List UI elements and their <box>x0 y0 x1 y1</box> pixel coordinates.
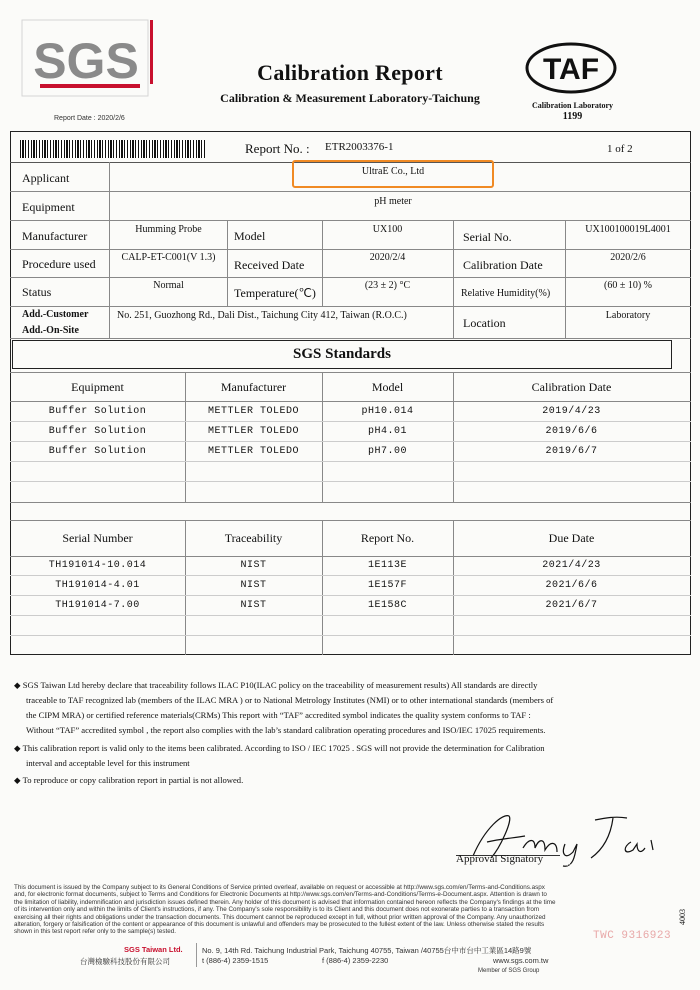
standards-title: SGS Standards <box>12 340 672 369</box>
cell-equipment: Buffer Solution <box>48 446 147 457</box>
fine-print-line: and, for electronic format documents, subject to Terms and Conditions for Electronic Documents at http://www.sgs.com/en/Terms-and-Conditions/Terms-e-Document.aspx. Attention is drawn to <box>14 891 547 899</box>
manufacturer-value: Humming Probe <box>135 224 202 235</box>
temperature-value: (23 ± 2) °C <box>364 280 411 291</box>
sgs-logo <box>20 18 160 98</box>
humidity-value: (60 ± 10) % <box>604 280 652 291</box>
calibration-date-label: Calibration Date <box>463 258 543 272</box>
footer-address: No. 9, 14th Rd. Taichung Industrial Park, Taichung 40755, Taiwan /40755台中市台中工業區14路9號 <box>202 946 532 955</box>
header-due-date: Due Date <box>548 531 595 545</box>
footer-company-cn: 台灣檢驗科技股份有限公司 <box>80 957 170 966</box>
model-value: UX100 <box>372 224 403 235</box>
status-value: Normal <box>153 280 184 291</box>
cell-report-no: 1E158C <box>367 600 407 611</box>
cell-model: pH4.01 <box>367 426 407 437</box>
received-date-label: Received Date <box>234 258 305 272</box>
equipment-label: Equipment <box>22 200 75 214</box>
header-model: Model <box>371 380 404 394</box>
fine-print-line: the limitation of liability, indemnification and jurisdiction issues defined therein. Any holder of this document is advised that information contained hereon reflects the Company's findings at the time <box>14 898 556 906</box>
note-line: traceable to TAF recognized lab (members of the ILAC MRA ) or to National Metrology Institutes (NMI) or to other international standards (members of <box>26 695 554 705</box>
page-number: 1 of 2 <box>607 143 633 155</box>
footer-tel: t (886-4) 2359-1515 <box>202 956 269 965</box>
cell-serial-number: TH191014-10.014 <box>48 560 147 571</box>
cell-report-no: 1E113E <box>367 560 407 571</box>
add-onsite-label: Add.-On-Site <box>22 325 79 336</box>
procedure-label: Procedure used <box>22 257 96 271</box>
cell-calibration-date: 2019/4/23 <box>542 406 601 417</box>
terms-fine-print <box>14 884 666 936</box>
fine-print-line: exercising all their rights and obligations under the transaction documents. This document cannot be reproduced except in full, without prior written approval of the Company. Any unauthorized <box>14 913 546 921</box>
applicant-value: UltraE Co., Ltd <box>361 166 425 177</box>
fine-print-line: alteration, forgery or falsification of the content or appearance of this document is unlawful and offenders may be prosecuted to the fullest extent of the law. Unless otherwise stated the results <box>14 921 545 929</box>
page-subtitle: Calibration & Measurement Laboratory-Taichung <box>220 91 480 105</box>
report-date: Report Date : 2020/2/6 <box>54 115 125 122</box>
page-title: Calibration Report <box>257 60 443 85</box>
cell-due-date: 2021/6/7 <box>545 600 598 611</box>
footer-company: SGS Taiwan Ltd. <box>124 945 183 954</box>
taf-logo-text: TAF <box>542 53 600 86</box>
fine-print-line: of its intervention only and within the limits of Client's instructions, if any. The Company's sole responsibility is to its Client and this document does not exonerate parties to a transaction from <box>14 906 540 914</box>
header-serial-number: Serial Number <box>62 531 133 545</box>
cell-due-date: 2021/6/6 <box>545 580 598 591</box>
cell-model: pH10.014 <box>361 406 414 417</box>
cell-calibration-date: 2019/6/6 <box>545 426 598 437</box>
cell-serial-number: TH191014-4.01 <box>55 580 140 591</box>
validity-note <box>14 741 676 771</box>
model-label: Model <box>234 229 266 243</box>
status-label: Status <box>22 285 52 299</box>
cell-calibration-date: 2019/6/7 <box>545 446 598 457</box>
approval-signatory-label: Approval Signatory <box>456 853 544 865</box>
serial-label: Serial No. <box>463 230 512 244</box>
report-no-value: ETR2003376-1 <box>325 141 394 153</box>
received-date-value: 2020/2/4 <box>369 252 406 263</box>
taf-logo <box>521 40 621 100</box>
serial-value: UX100100019L4001 <box>585 224 671 235</box>
cell-equipment: Buffer Solution <box>48 406 147 417</box>
note-line: ◆ SGS Taiwan Ltd hereby declare that traceability follows ILAC P10(ILAC policy on the traceability of measurement results) All standards are directly <box>14 680 538 690</box>
cell-traceability: NIST <box>240 600 267 611</box>
cell-model: pH7.00 <box>367 446 407 457</box>
cell-manufacturer: METTLER TOLEDO <box>207 446 299 457</box>
footer-website[interactable]: www.sgs.com.tw <box>493 956 549 965</box>
signature-text: Amy Tsai <box>567 862 591 868</box>
equipment-value: pH meter <box>374 196 412 207</box>
cell-equipment: Buffer Solution <box>48 426 147 437</box>
header-report-no: Report No. <box>360 531 415 545</box>
header-traceability: Traceability <box>224 531 283 545</box>
applicant-label: Applicant <box>22 171 70 185</box>
cell-serial-number: TH191014-7.00 <box>55 600 140 611</box>
cell-report-no: 1E157F <box>367 580 407 591</box>
cell-manufacturer: METTLER TOLEDO <box>207 426 299 437</box>
note-line: interval and acceptable level for this instrument <box>26 758 190 768</box>
fine-print-line: shown in this test report refer only to the sample(s) tested. <box>14 928 177 936</box>
footer-member: Member of SGS Group <box>478 968 540 974</box>
taf-lab-label: Calibration Laboratory <box>531 101 614 110</box>
calibration-date-value: 2020/2/6 <box>610 252 646 263</box>
cell-due-date: 2021/4/23 <box>542 560 601 571</box>
header-manufacturer: Manufacturer <box>220 380 287 394</box>
sgs-logo-text: SGS <box>33 33 139 89</box>
note-line: the CIPM MRA) or certified reference materials(CRMs) This report with “TAF” accredited symbol indicates the quality system conforms to TAF : <box>26 710 531 720</box>
address-value: No. 251, Guozhong Rd., Dali Dist., Taichung City 412, Taiwan (R.O.C.) <box>117 310 407 321</box>
add-customer-label: Add.-Customer <box>22 309 89 320</box>
traceability-note <box>14 678 676 738</box>
side-number: 4003 <box>678 909 687 925</box>
cell-manufacturer: METTLER TOLEDO <box>207 406 299 417</box>
reproduction-note: ◆ To reproduce or copy calibration report in partial is not allowed. <box>14 775 244 785</box>
manufacturer-label: Manufacturer <box>22 229 88 243</box>
location-value: Laboratory <box>605 310 651 321</box>
header-calibration-date: Calibration Date <box>531 380 612 394</box>
note-line: ◆ This calibration report is valid only to the items been calibrated. According to ISO / IEC 17025 . SGS will not provide the determination for Calibration <box>14 743 545 753</box>
report-no-label: Report No. : <box>245 141 310 156</box>
footer-divider <box>196 943 197 967</box>
fine-print-line: This document is issued by the Company subject to its General Conditions of Service printed overleaf, available on request or accessible at http://www.sgs.com/en/Terms-and-Conditions.aspx <box>14 884 545 891</box>
taf-lab-number: 1199 <box>562 111 583 122</box>
temperature-label: Temperature(℃) <box>234 286 316 300</box>
barcode <box>20 140 205 158</box>
humidity-label: Relative Humidity(%) <box>461 288 551 299</box>
header-equipment: Equipment <box>71 380 124 394</box>
twc-number: TWC 9316923 <box>593 930 672 942</box>
procedure-value: CALP-ET-C001(V 1.3) <box>121 252 216 263</box>
cell-traceability: NIST <box>240 580 267 591</box>
footer-fax: f (886-4) 2359-2230 <box>322 956 389 965</box>
note-line: Without “TAF” accredited symbol , the report also complies with the lab’s standard calibration operating procedures and ISO/IEC 17025 requirements. <box>26 725 546 735</box>
location-label: Location <box>463 316 506 330</box>
cell-traceability: NIST <box>240 560 267 571</box>
